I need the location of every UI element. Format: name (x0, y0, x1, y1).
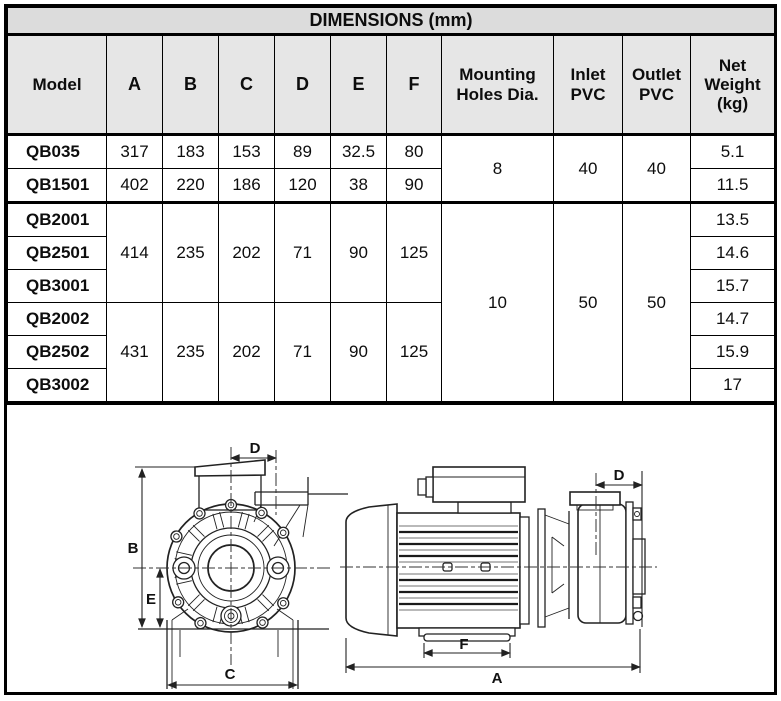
weight-cell: 17 (691, 369, 775, 402)
col-header-inlet: Inlet PVC (554, 35, 623, 135)
mounting-cell: 8 (442, 135, 554, 203)
dim-e-cell: 32.5 (331, 135, 387, 169)
motor-body (397, 513, 529, 628)
col-header-d: D (275, 35, 331, 135)
col-header-b: B (163, 35, 219, 135)
dim-e-cell: 38 (331, 169, 387, 203)
table-title: DIMENSIONS (mm) (8, 8, 775, 35)
dim-e-cell: 90 (331, 303, 387, 402)
spec-sheet (4, 4, 777, 695)
conduit-knob (426, 477, 433, 497)
weight-cell: 14.7 (691, 303, 775, 336)
model-cell: QB3001 (8, 270, 107, 303)
col-header-mounting: Mounting Holes Dia. (442, 35, 554, 135)
mounting-cell: 10 (442, 203, 554, 402)
dim-d-cell: 120 (275, 169, 331, 203)
technical-drawing (7, 402, 774, 692)
pump-drawing (7, 405, 774, 692)
model-cell: QB2001 (8, 203, 107, 237)
outlet-cell: 40 (623, 135, 691, 203)
dim-f-cell: 125 (387, 303, 442, 402)
dim-label-d-front: D (249, 440, 261, 457)
dimension-b (128, 467, 197, 627)
dim-a-cell: 317 (107, 135, 163, 169)
inlet-cell: 40 (554, 135, 623, 203)
dim-label-c: C (224, 666, 236, 683)
dim-c-cell: 153 (219, 135, 275, 169)
dim-d-cell: 89 (275, 135, 331, 169)
table-row (8, 135, 775, 169)
model-cell: QB2501 (8, 237, 107, 270)
side-view (340, 467, 657, 687)
dim-a-cell: 414 (107, 203, 163, 303)
weight-cell: 15.7 (691, 270, 775, 303)
dim-f-cell: 80 (387, 135, 442, 169)
col-header-a: A (107, 35, 163, 135)
dim-e-cell: 90 (331, 203, 387, 303)
table-title-row (8, 8, 775, 35)
fan-cover (346, 504, 397, 636)
dim-d-cell: 71 (275, 303, 331, 402)
col-header-f: F (387, 35, 442, 135)
dimension-c (168, 666, 297, 685)
motor-end-bell (520, 517, 529, 624)
weight-cell: 13.5 (691, 203, 775, 237)
dim-b-cell: 220 (163, 169, 219, 203)
table-row (8, 203, 775, 237)
model-cell: QB2502 (8, 336, 107, 369)
weight-cell: 11.5 (691, 169, 775, 203)
front-view (128, 440, 348, 689)
col-header-outlet: Outlet PVC (623, 35, 691, 135)
col-header-c: C (219, 35, 275, 135)
dim-label-a: A (491, 670, 503, 687)
model-cell: QB1501 (8, 169, 107, 203)
pump-bracket (538, 509, 569, 627)
dim-a-cell: 402 (107, 169, 163, 203)
table-header-row (8, 35, 775, 135)
dimension-e (146, 569, 160, 627)
weight-cell: 5.1 (691, 135, 775, 169)
dim-b-cell: 183 (163, 135, 219, 169)
col-header-model: Model (8, 35, 107, 135)
dim-c-cell: 202 (219, 303, 275, 402)
drain-plug (634, 612, 643, 621)
dim-d-cell: 71 (275, 203, 331, 303)
dim-label-d-side: D (613, 467, 625, 484)
conduit-knob (418, 479, 426, 495)
dim-label-e: E (145, 591, 157, 608)
dim-c-cell: 202 (219, 203, 275, 303)
dim-label-b: B (127, 540, 139, 557)
pump-housing (570, 492, 645, 624)
model-cell: QB2002 (8, 303, 107, 336)
terminal-box-side (418, 467, 525, 513)
col-header-e: E (331, 35, 387, 135)
dim-c-cell: 186 (219, 169, 275, 203)
dim-f-cell: 90 (387, 169, 442, 203)
dim-b-cell: 235 (163, 203, 219, 303)
col-header-weight: Net Weight (kg) (691, 35, 775, 135)
outlet-cell: 50 (623, 203, 691, 402)
pump-port (570, 492, 620, 505)
dim-a-cell: 431 (107, 303, 163, 402)
dim-f-cell: 125 (387, 203, 442, 303)
dimensions-table (7, 7, 775, 402)
weight-cell: 14.6 (691, 237, 775, 270)
inlet-cell: 50 (554, 203, 623, 402)
model-cell: QB3002 (8, 369, 107, 402)
weight-cell: 15.9 (691, 336, 775, 369)
model-cell: QB035 (8, 135, 107, 169)
dim-b-cell: 235 (163, 303, 219, 402)
dim-label-f: F (459, 636, 469, 653)
